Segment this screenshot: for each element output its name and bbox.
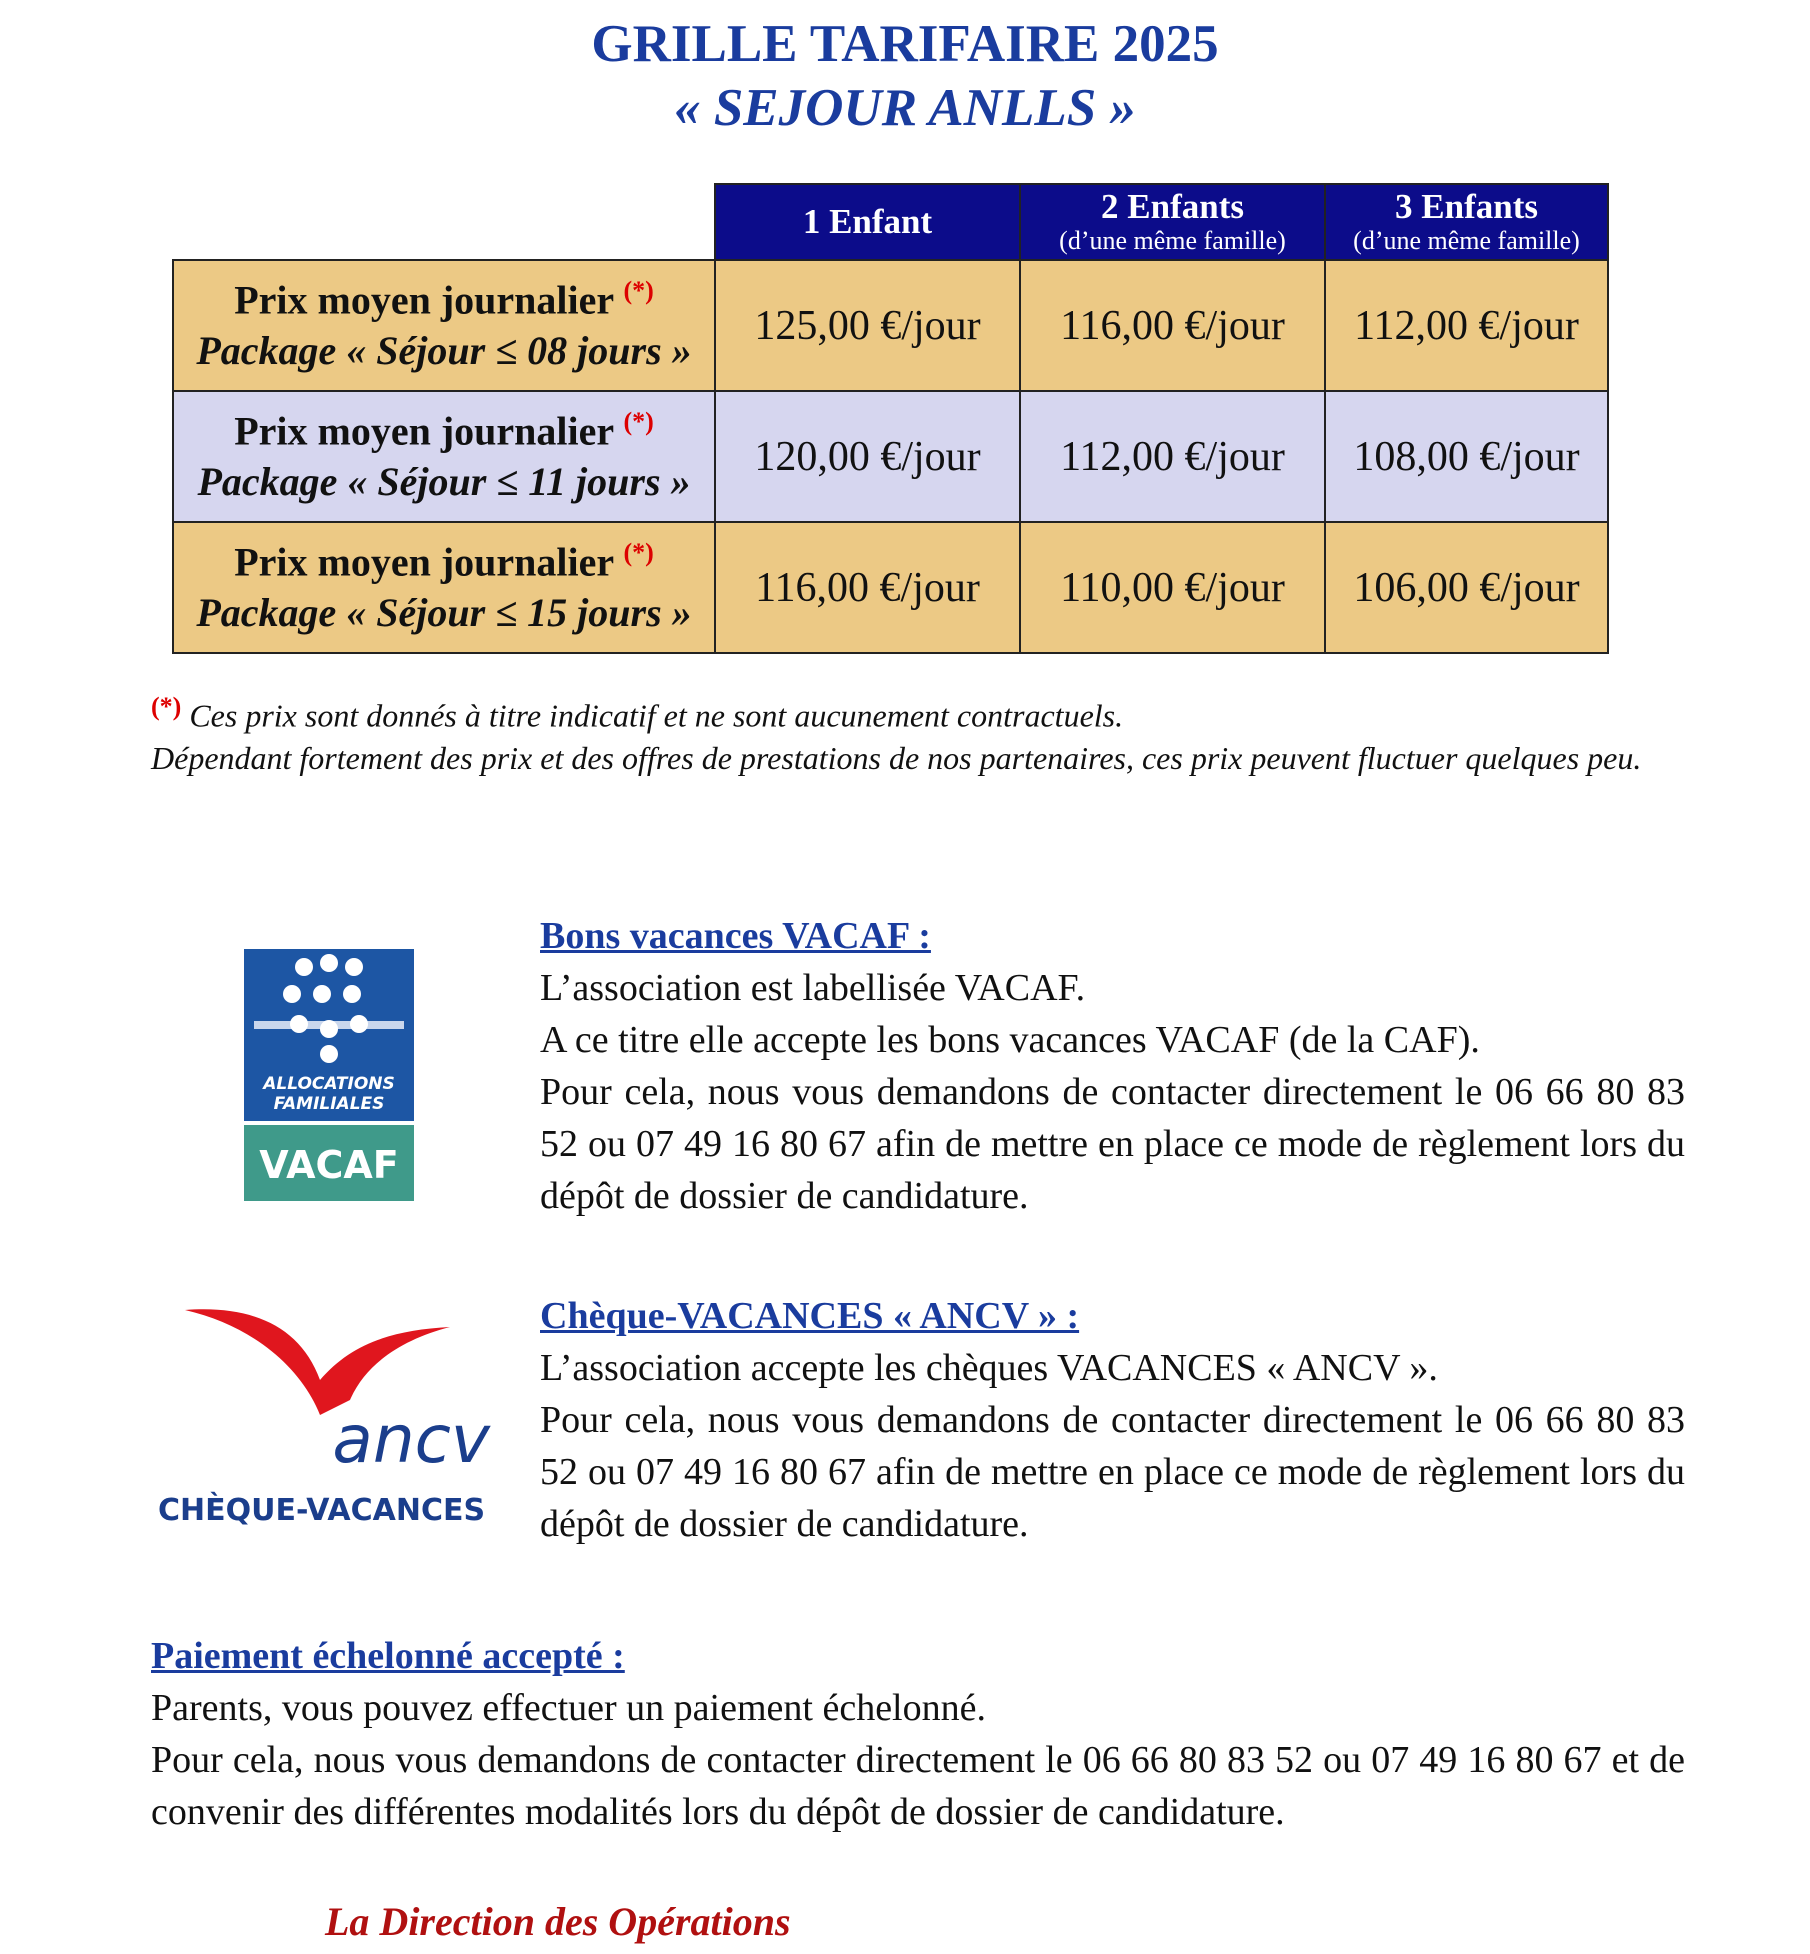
price-cell: 112,00 €/jour bbox=[1325, 260, 1608, 391]
price-cell: 120,00 €/jour bbox=[715, 391, 1020, 522]
header-2-enfants: 2 Enfants (d’une même famille) bbox=[1020, 184, 1325, 260]
header-3-enfants: 3 Enfants (d’une même famille) bbox=[1325, 184, 1608, 260]
family-figures-icon bbox=[244, 949, 414, 1069]
row-label: Prix moyen journalier (*) Package « Séjour ≤ 08 jours » bbox=[173, 260, 715, 391]
footnote: (*) Ces prix sont donnés à titre indicatif et ne sont aucunement contractuels. Dépendant fortement des prix et des offres de prestations de nos partenaires, ces prix peuvent fluctuer quelques peu. bbox=[151, 692, 1642, 776]
price-cell: 108,00 €/jour bbox=[1325, 391, 1608, 522]
price-table bbox=[172, 183, 1609, 654]
price-cell: 116,00 €/jour bbox=[1020, 260, 1325, 391]
row-label: Prix moyen journalier (*) Package « Séjour ≤ 15 jours » bbox=[173, 522, 715, 653]
price-cell: 116,00 €/jour bbox=[715, 522, 1020, 653]
vacaf-heading: Bons vacances VACAF : bbox=[540, 915, 931, 957]
price-cell: 112,00 €/jour bbox=[1020, 391, 1325, 522]
title-line1: GRILLE TARIFAIRE 2025 bbox=[591, 15, 1219, 73]
table-row bbox=[173, 260, 1608, 391]
paiement-heading: Paiement échelonné accepté : bbox=[151, 1635, 625, 1677]
header-1-enfant: 1 Enfant bbox=[715, 184, 1020, 260]
row-label: Prix moyen journalier (*) Package « Séjour ≤ 11 jours » bbox=[173, 391, 715, 522]
price-cell: 110,00 €/jour bbox=[1020, 522, 1325, 653]
empty-corner bbox=[173, 184, 715, 260]
table-row bbox=[173, 522, 1608, 653]
vacaf-logo: ALLOCATIONS FAMILIALES VACAF bbox=[244, 949, 414, 1201]
ancv-section: Chèque-VACANCES « ANCV » : L’association accepte les chèques VACANCES « ANCV ». Pour cela, nous vous demandons de contacter directement le 06 66 80 83 52 ou 07 49 16 80 67 afin de mettre en place ce mode de règlement lors du dépôt de dossier de candidature. bbox=[540, 1290, 1685, 1550]
ancv-logo: ancv CHÈQUE-VACANCES bbox=[150, 1305, 490, 1540]
signature: La Direction des Opérations bbox=[325, 1899, 791, 1944]
price-cell: 106,00 €/jour bbox=[1325, 522, 1608, 653]
price-cell: 125,00 €/jour bbox=[715, 260, 1020, 391]
vacaf-section: Bons vacances VACAF : L’association est labellisée VACAF. A ce titre elle accepte les bons vacances VACAF (de la CAF). Pour cela, nous vous demandons de contacter directement le 06 66 80 83 52 ou 07 49 16 80 67 afin de mettre en place ce mode de règlement lors du dépôt de dossier de candidature. bbox=[540, 910, 1685, 1222]
title-line2: « SEJOUR ANLLS » bbox=[674, 79, 1136, 137]
ancv-heading: Chèque-VACANCES « ANCV » : bbox=[540, 1295, 1080, 1337]
table-header-row bbox=[173, 184, 1608, 260]
table-row bbox=[173, 391, 1608, 522]
paiement-section: Paiement échelonné accepté : Parents, vous pouvez effectuer un paiement échelonné. Pour cela, nous vous demandons de contacter directement le 06 66 80 83 52 ou 07 49 16 80 67 et de convenir des différentes modalités lors du dépôt de dossier de candidature. bbox=[151, 1630, 1685, 1838]
